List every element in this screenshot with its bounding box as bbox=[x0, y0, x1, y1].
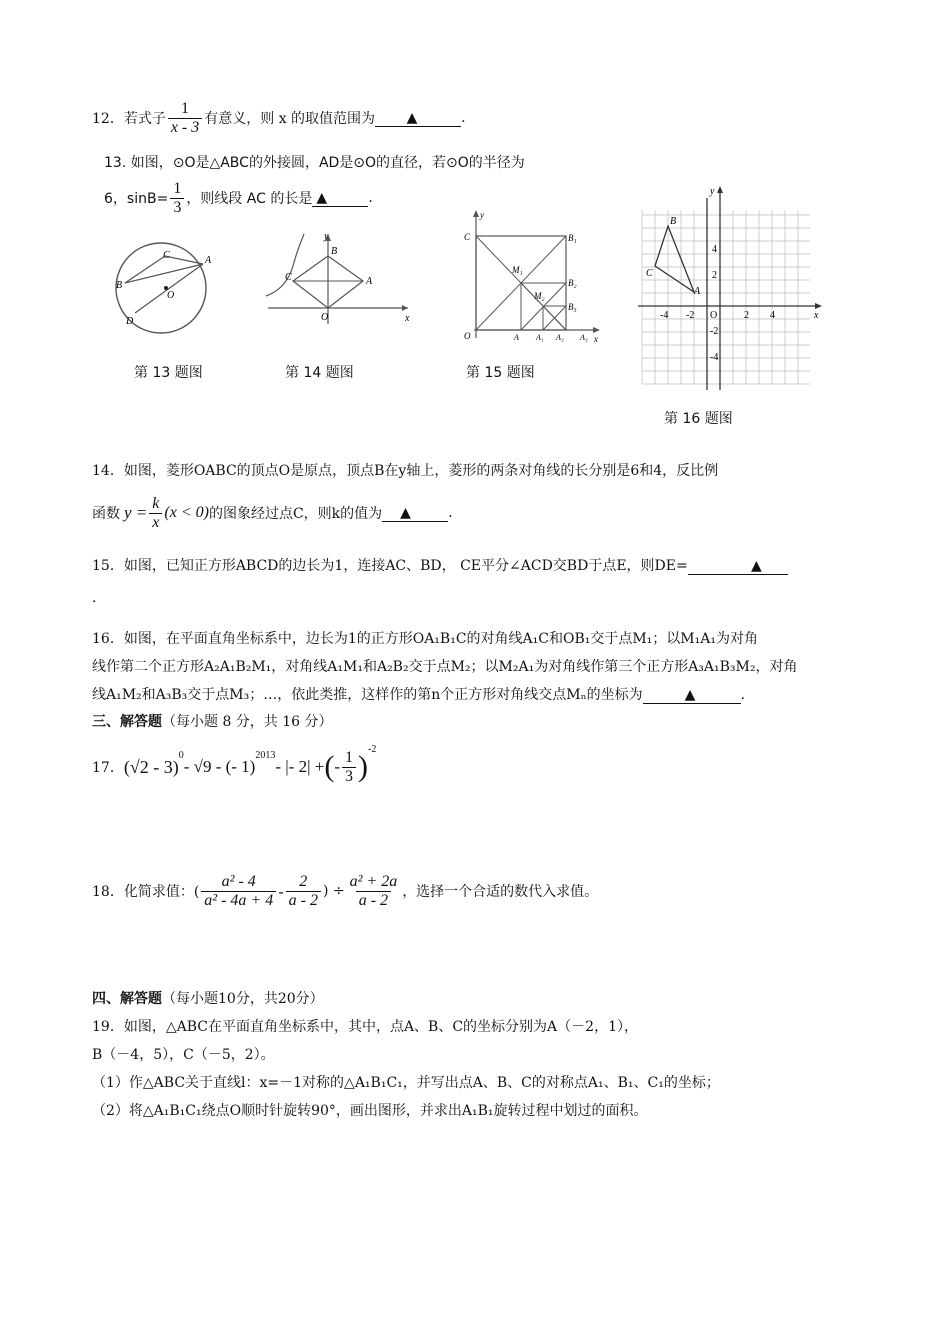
f16-xtick-2: 2 bbox=[744, 310, 749, 321]
q18-fraction-1: $\frac{\text{a² - 4}}{\text{a² - 4a + 4}}$ bbox=[201, 873, 276, 910]
f15-label-A2: A₂ bbox=[556, 333, 564, 342]
f14-label-C: C bbox=[285, 272, 292, 283]
f15-label-B2: B₂ bbox=[568, 278, 577, 288]
q12-number: 12．若式子 bbox=[92, 111, 166, 127]
f14-label-O: O bbox=[321, 312, 329, 323]
q18-fraction-2: $\frac{2}{a - 2}$ bbox=[286, 873, 321, 910]
caption-14: 第 14 题图 bbox=[285, 365, 354, 381]
question-14-line1: 14．如图，菱形OABC的顶点O是原点，顶点B在y轴上，菱形的两条对角线的长分别是6和4，反比例 bbox=[92, 463, 719, 479]
question-12: 12．若式子 $\frac{1}{x - 3}$ 有意义，则 x 的取值范围为 ▲ . bbox=[92, 99, 466, 136]
q13-answer-blank: ▲ bbox=[312, 190, 368, 207]
q15-answer-blank: ▲ bbox=[688, 558, 788, 575]
question-19-line2: B（－4，5），C（－5，2）。 bbox=[92, 1047, 275, 1063]
q12-text: 有意义，则 x 的取值范围为 bbox=[204, 111, 376, 127]
figure-14 bbox=[258, 226, 418, 326]
f16-label-A: A bbox=[694, 286, 701, 297]
question-16-line3: 线A₁M₂和A₃B₃交于点M₃；…，依此类推，这样作的第n个正方形对角线交点Mₙ的坐标为 ▲ . bbox=[92, 687, 746, 703]
f15-label-A3: A₃ bbox=[580, 333, 588, 342]
figure-13 bbox=[108, 236, 220, 336]
f16-xtick-neg4: -4 bbox=[660, 310, 669, 321]
f15-label-A1: A₁ bbox=[536, 333, 544, 342]
q12-fraction: $\frac{1}{x - 3}$ bbox=[168, 100, 202, 137]
question-14-line2: 函数 y = $\frac{k}{x}$ (x < 0) 的图象经过点C，则k的值为 ▲ . bbox=[92, 494, 453, 531]
q15-end: . bbox=[92, 590, 97, 606]
question-13-line2: 6，sinB= $\frac{1}{3}$ ，则线段 AC 的长是 ▲ . bbox=[104, 179, 373, 216]
f15-label-y: y bbox=[480, 210, 484, 220]
question-19-part2: （2）将△A₁B₁C₁绕点O顺时针旋转90°，画出图形，并求出A₁B₁旋转过程中划过的面积。 bbox=[92, 1103, 648, 1119]
f13-label-D: D bbox=[126, 316, 134, 327]
figure-15 bbox=[458, 208, 604, 344]
f15-label-M2: M₂ bbox=[534, 291, 545, 301]
f16-label-B: B bbox=[670, 216, 677, 227]
question-13-line1: 13. 如图，⊙O是△ABC的外接圆，AD是⊙O的直径，若⊙O的半径为 bbox=[104, 155, 525, 171]
f16-xtick-4: 4 bbox=[770, 310, 775, 321]
f15-label-B3: B₃ bbox=[568, 302, 577, 312]
section-3-heading: 三、解答题（每小题 8 分，共 16 分） bbox=[92, 714, 333, 730]
question-19-line1: 19．如图，△ABC在平面直角坐标系中，其中，点A、B、C的坐标分别为A（－2，1）， bbox=[92, 1019, 638, 1035]
q18-fraction-3: $\frac{\text{a² + 2a}}{a - 2}$ bbox=[349, 872, 398, 909]
question-17: 17． (√2 - 3) $^0$ - √9 - (- 1) $^{2013}$ - |- 2| + ( - $\frac{1}{3}$ ) $^{-2}$ bbox=[92, 744, 377, 785]
f13-label-C: C bbox=[163, 250, 170, 261]
f14-label-x: x bbox=[405, 313, 410, 324]
q14-fraction: $\frac{k}{x}$ bbox=[149, 495, 162, 532]
f16-ytick-neg2: -2 bbox=[710, 326, 719, 337]
f16-label-x: x bbox=[814, 310, 819, 321]
f15-label-x: x bbox=[594, 334, 598, 344]
caption-16: 第 16 题图 bbox=[664, 411, 733, 427]
caption-15: 第 15 题图 bbox=[466, 365, 535, 381]
f16-ytick-4: 4 bbox=[712, 244, 717, 255]
f13-label-B: B bbox=[116, 280, 123, 291]
f14-label-B: B bbox=[331, 246, 338, 257]
section-4-heading: 四、解答题（每小题10分，共20分） bbox=[92, 991, 324, 1007]
question-18: 18．化简求值：( $\frac{\text{a² - 4}}{\text{a² - 4a + 4}}$ - $\frac{2}{a - 2}$ ) ÷ $\frac{\text{a² + 2a}}{a - 2}$ ，选择一个合适的数代入求值。 bbox=[92, 872, 599, 909]
question-15: 15．如图，已知正方形ABCD的边长为1，连接AC、BD， CE平分∠ACD交BD于点E，则DE= ▲ bbox=[92, 555, 788, 575]
f13-label-A: A bbox=[205, 255, 212, 266]
q17-fraction: $\frac{1}{3}$ bbox=[342, 749, 356, 786]
q13-fraction: $\frac{1}{3}$ bbox=[170, 180, 184, 217]
figure-16 bbox=[638, 186, 828, 392]
question-16-line2: 线作第二个正方形A₂A₁B₂M₁，对角线A₁M₁和A₂B₂交于点M₂；以M₂A₁为对角线作第三个正方形A₃A₁B₃M₂，对角 bbox=[92, 659, 798, 675]
f14-label-A: A bbox=[366, 276, 373, 287]
f16-ytick-neg4: -4 bbox=[710, 352, 719, 363]
q14-answer-blank: ▲ bbox=[382, 505, 448, 522]
f16-label-O: O bbox=[710, 310, 718, 321]
f15-label-A: A bbox=[514, 333, 519, 342]
f16-ytick-2: 2 bbox=[712, 270, 717, 281]
question-19-part1: （1）作△ABC关于直线l：x=－1对称的△A₁B₁C₁，并写出点A、B、C的对称点A₁、B₁、C₁的坐标； bbox=[92, 1075, 720, 1091]
f16-label-C: C bbox=[646, 268, 653, 279]
f15-label-M1: M₁ bbox=[512, 265, 523, 275]
f15-label-B1: B₁ bbox=[568, 233, 577, 243]
q16-answer-blank: ▲ bbox=[643, 687, 741, 704]
f16-xtick-neg2: -2 bbox=[686, 310, 695, 321]
caption-13: 第 13 题图 bbox=[134, 365, 203, 381]
f15-label-C: C bbox=[464, 232, 471, 242]
q12-answer-blank: ▲ bbox=[375, 110, 461, 127]
f15-label-O: O bbox=[464, 331, 471, 341]
f13-label-O: O bbox=[167, 290, 175, 301]
f16-label-y: y bbox=[710, 186, 715, 197]
f14-label-y: y bbox=[324, 231, 329, 242]
question-16-line1: 16．如图，在平面直角坐标系中，边长为1的正方形OA₁B₁C的对角线A₁C和OB₁交于点M₁；以M₁A₁为对角 bbox=[92, 631, 758, 647]
